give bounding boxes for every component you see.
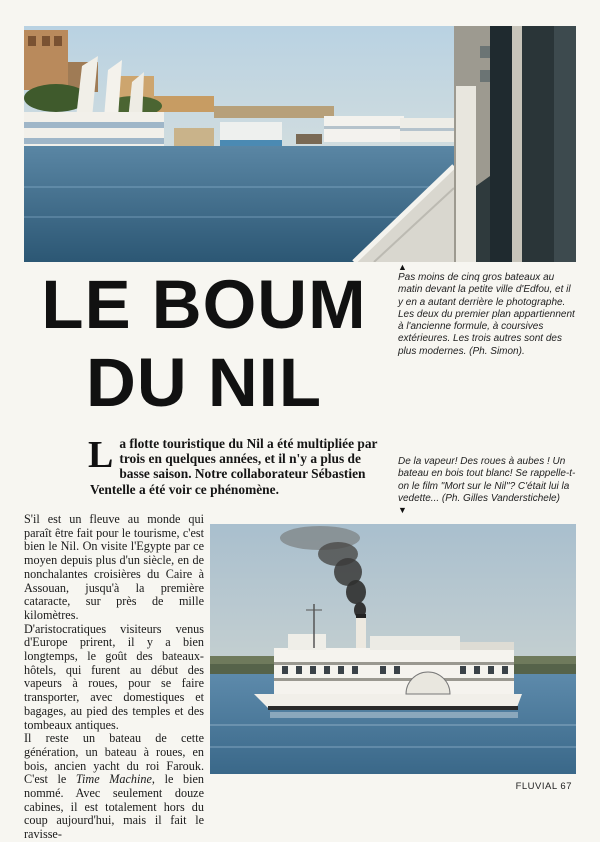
boat-name-time-machine: Time Machine <box>75 772 152 787</box>
headline-line-1: LE BOUM <box>41 266 367 343</box>
triangle-down-icon: ▼ <box>398 505 407 516</box>
body-p3-start: Il reste un bateau de cette génération, un bateau à roues, en bois, ancien yacht du roi Farouk. C'est le <box>24 731 204 787</box>
article-body-column <box>24 513 204 842</box>
body-paragraph-1: S'il est un fleuve au monde qui paraît être fait pour le tourisme, c'est bien le Nil. On visite l'Egypte par ce moyen depuis plus d'un siècle, en de nonchalantes croisières du Caire à Assouan, jusqu'à la première cataracte, sur près de mille kilomètres. <box>24 512 204 622</box>
caption-top-photo <box>398 262 578 358</box>
body-paragraph-2: D'aristocratiques visiteurs venus d'Europe prirent, il y a bien longtemps, le goût des bateaux-hôtels, qui furent au début des vapeurs à roues, pour se faire transporter, avec domestiques et bagages, au pied des temples et des tombeaux antiques. <box>24 621 204 732</box>
headline-line-2: DU NIL <box>86 344 322 421</box>
triangle-up-icon: ▲ <box>398 262 407 272</box>
dropcap-letter: L <box>88 434 114 476</box>
body-p3-end: , le bien nommé. Avec seulement douze cabines, il est totalement hors du coup aujourd'hui, mais il fait le ravisse- <box>24 772 204 842</box>
intro-text: a flotte touristique du Nil a été multipliée par trois en quelques années, et il n'y a plus de basse saison. Notre collaborateur Sébastien Ventelle a été voir ce phénomène. <box>90 436 378 497</box>
caption-top-credit: (Ph. Simon). <box>469 345 525 357</box>
page-number: 67 <box>560 781 572 792</box>
paddle-steamer-illustration <box>210 524 576 774</box>
page-footer <box>516 781 572 792</box>
magazine-name: FLUVIAL <box>515 781 558 792</box>
cruise-boats-illustration <box>24 26 576 262</box>
caption-steamer-photo <box>398 456 578 515</box>
photo-cruise-boats-edfou <box>24 26 576 262</box>
body-paragraph-3 <box>24 732 204 842</box>
caption-mid-credit: (Ph. Gilles Vanderstichele) <box>441 492 560 504</box>
caption-top-text: Pas moins de cinq gros bateaux au matin devant la petite ville d'Edfou, et il y en a autant derrière le photographe. Les deux du premier plan appartiennent à l'ancienne formule, à coursives extérieures. Les trois autres sont des plus modernes. <box>398 272 575 357</box>
photo-paddle-steamer <box>210 524 576 774</box>
caption-mid-text: De la vapeur! Des roues à aubes ! Un bateau en bois tout blanc! Se rappelle-t-on le film "Mort sur le Nil"? C'était lui la vedette... <box>398 456 576 504</box>
intro-paragraph <box>90 436 386 497</box>
